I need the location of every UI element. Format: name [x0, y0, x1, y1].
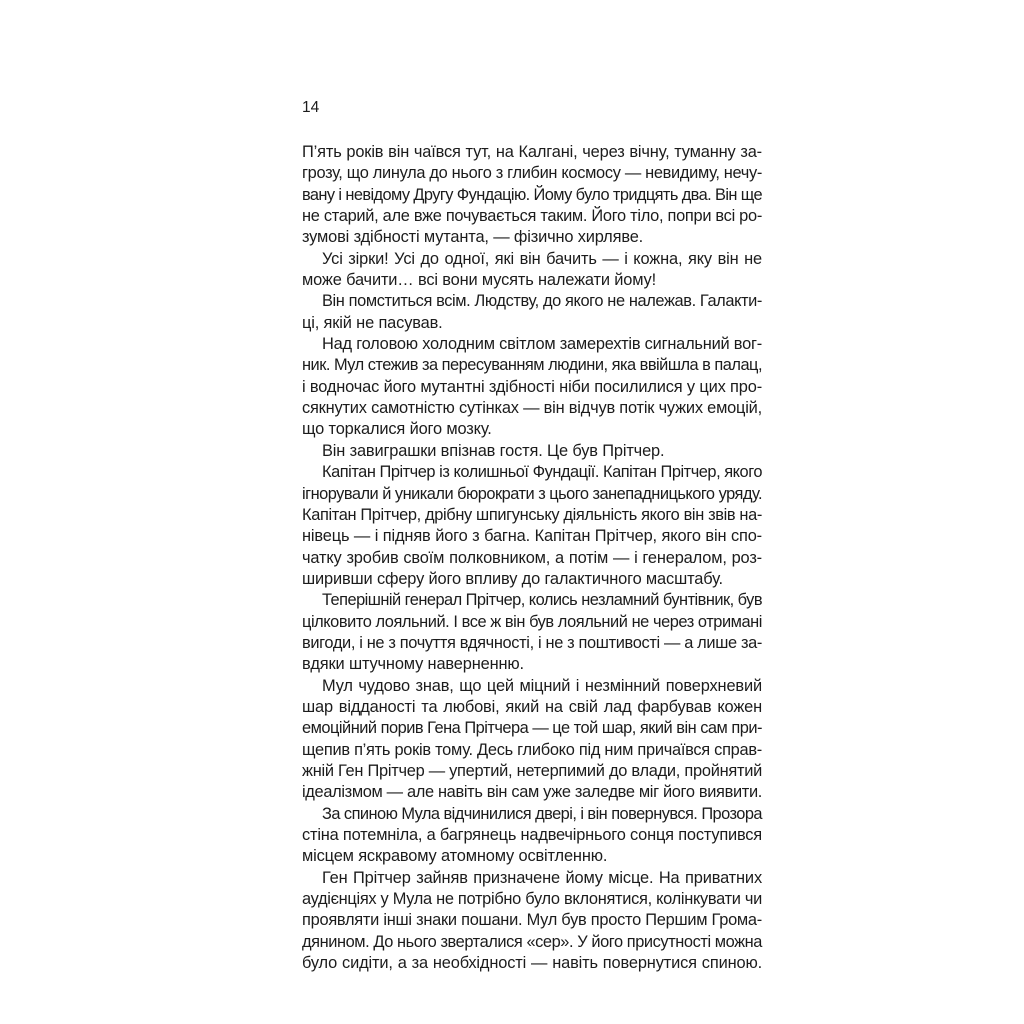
- text-line: ник. Мул стежив за пересуванням людини, яка ввійшла в палац,: [302, 356, 762, 375]
- text-line: щепив п’ять років тому. Десь глибоко під ним причаївся справ-: [302, 740, 762, 759]
- text-line: емоційний порив Гена Прітчера — це той шар, який він сам при-: [302, 719, 762, 738]
- text-line: нівець — і підняв його з багна. Капітан Прітчер, якого він спо-: [302, 527, 762, 546]
- text-line: стіна потемніла, а багрянець надвечірнього сонця поступився: [302, 826, 762, 844]
- paragraph-first-line: Ген Прітчер зайняв призначене йому місце. На приватних: [322, 868, 762, 887]
- text-line: цілковито лояльний. І все ж він був лояльний не через отримані: [302, 612, 762, 631]
- text-line: сякнутих самотністю сутінках — він відчув потік чужих емоцій,: [302, 399, 762, 418]
- text-line: П’ять років він чаївся тут, на Калгані, через вічну, туманну за-: [302, 143, 762, 161]
- paragraph-first-line: Теперішній генерал Прітчер, колись незламний бунтівник, був: [322, 591, 763, 610]
- text-line: ідеалізмом — але навіть він сам уже заледве міг його виявити.: [302, 783, 762, 802]
- text-line: аудієнціях у Мула не потрібно було вклонятися, колінкувати чи: [302, 890, 762, 909]
- text-line: вану і невідому Другу Фундацію. Йому було тридцять два. Він ще: [302, 185, 762, 204]
- paragraph-first-line: Мул чудово знав, що цей міцний і незмінний поверхневий: [322, 676, 762, 695]
- text-line: зумові здібності мутанта, — фізично хирляве.: [302, 228, 644, 247]
- text-line: ширивши сферу його впливу до галактичного масштабу.: [302, 569, 723, 588]
- paragraph-first-line: За спиною Мула відчинилися двері, і він повернувся. Прозора: [322, 804, 762, 823]
- text-line: дянином. До нього зверталися «сер». У його присутності можна: [302, 932, 762, 951]
- text-line: вдяки штучному наверненню.: [302, 655, 524, 674]
- text-line: вигоди, і не з почуття вдячності, і не з поштивості — а лише за-: [302, 633, 762, 652]
- text-line: чатку зробив своїм полковником, а потім — і генералом, роз-: [302, 548, 762, 567]
- text-line: і водночас його мутантні здібності ніби посилилися у цих про-: [302, 377, 762, 396]
- text-line: жній Ген Прітчер — упертий, нетерпимий до влади, пройнятий: [302, 761, 762, 780]
- text-line: що торкалися його мозку.: [302, 420, 492, 439]
- text-line: може бачити… всі вони мусять належати йому!: [302, 271, 656, 290]
- page-number: 14: [302, 99, 320, 116]
- paragraph-first-line: Усі зірки! Усі до одної, які він бачить — і кожна, яку він не: [322, 249, 762, 268]
- text-line: не старий, але вже почувається таким. Його тіло, попри всі ро-: [302, 207, 762, 226]
- paragraph-first-line: Над головою холодним світлом замерехтів сигнальний вог-: [322, 335, 762, 354]
- text-line: шар відданості та любові, який на свій лад фарбував кожен: [302, 697, 762, 716]
- paragraph-first-line: Капітан Прітчер із колишньої Фундації. Капітан Прітчер, якого: [322, 463, 762, 482]
- text-line: грозу, що линула до нього з глибин космосу — невидиму, нечу-: [302, 164, 762, 183]
- text-line: проявляти інші знаки пошани. Мул був просто Першим Грома-: [302, 911, 762, 930]
- paragraph-first-line: Він помститься всім. Людству, до якого не належав. Галакти-: [322, 292, 762, 311]
- text-line: ігнорували й уникали бюрократи з цього занепадницького уряду.: [302, 484, 762, 503]
- text-line: було сидіти, а за необхідності — навіть повернутися спиною.: [302, 954, 762, 973]
- body-text: [302, 142, 762, 974]
- text-line: ці, якій не пасував.: [302, 313, 443, 332]
- text-line: місцем яскравому атомному освітленню.: [302, 847, 608, 866]
- text-line: Капітан Прітчер, дрібну шпигунську діяльність якого він звів на-: [302, 505, 762, 524]
- paragraph-first-line: Він завиграшки впізнав гостя. Це був Прітчер.: [322, 441, 665, 460]
